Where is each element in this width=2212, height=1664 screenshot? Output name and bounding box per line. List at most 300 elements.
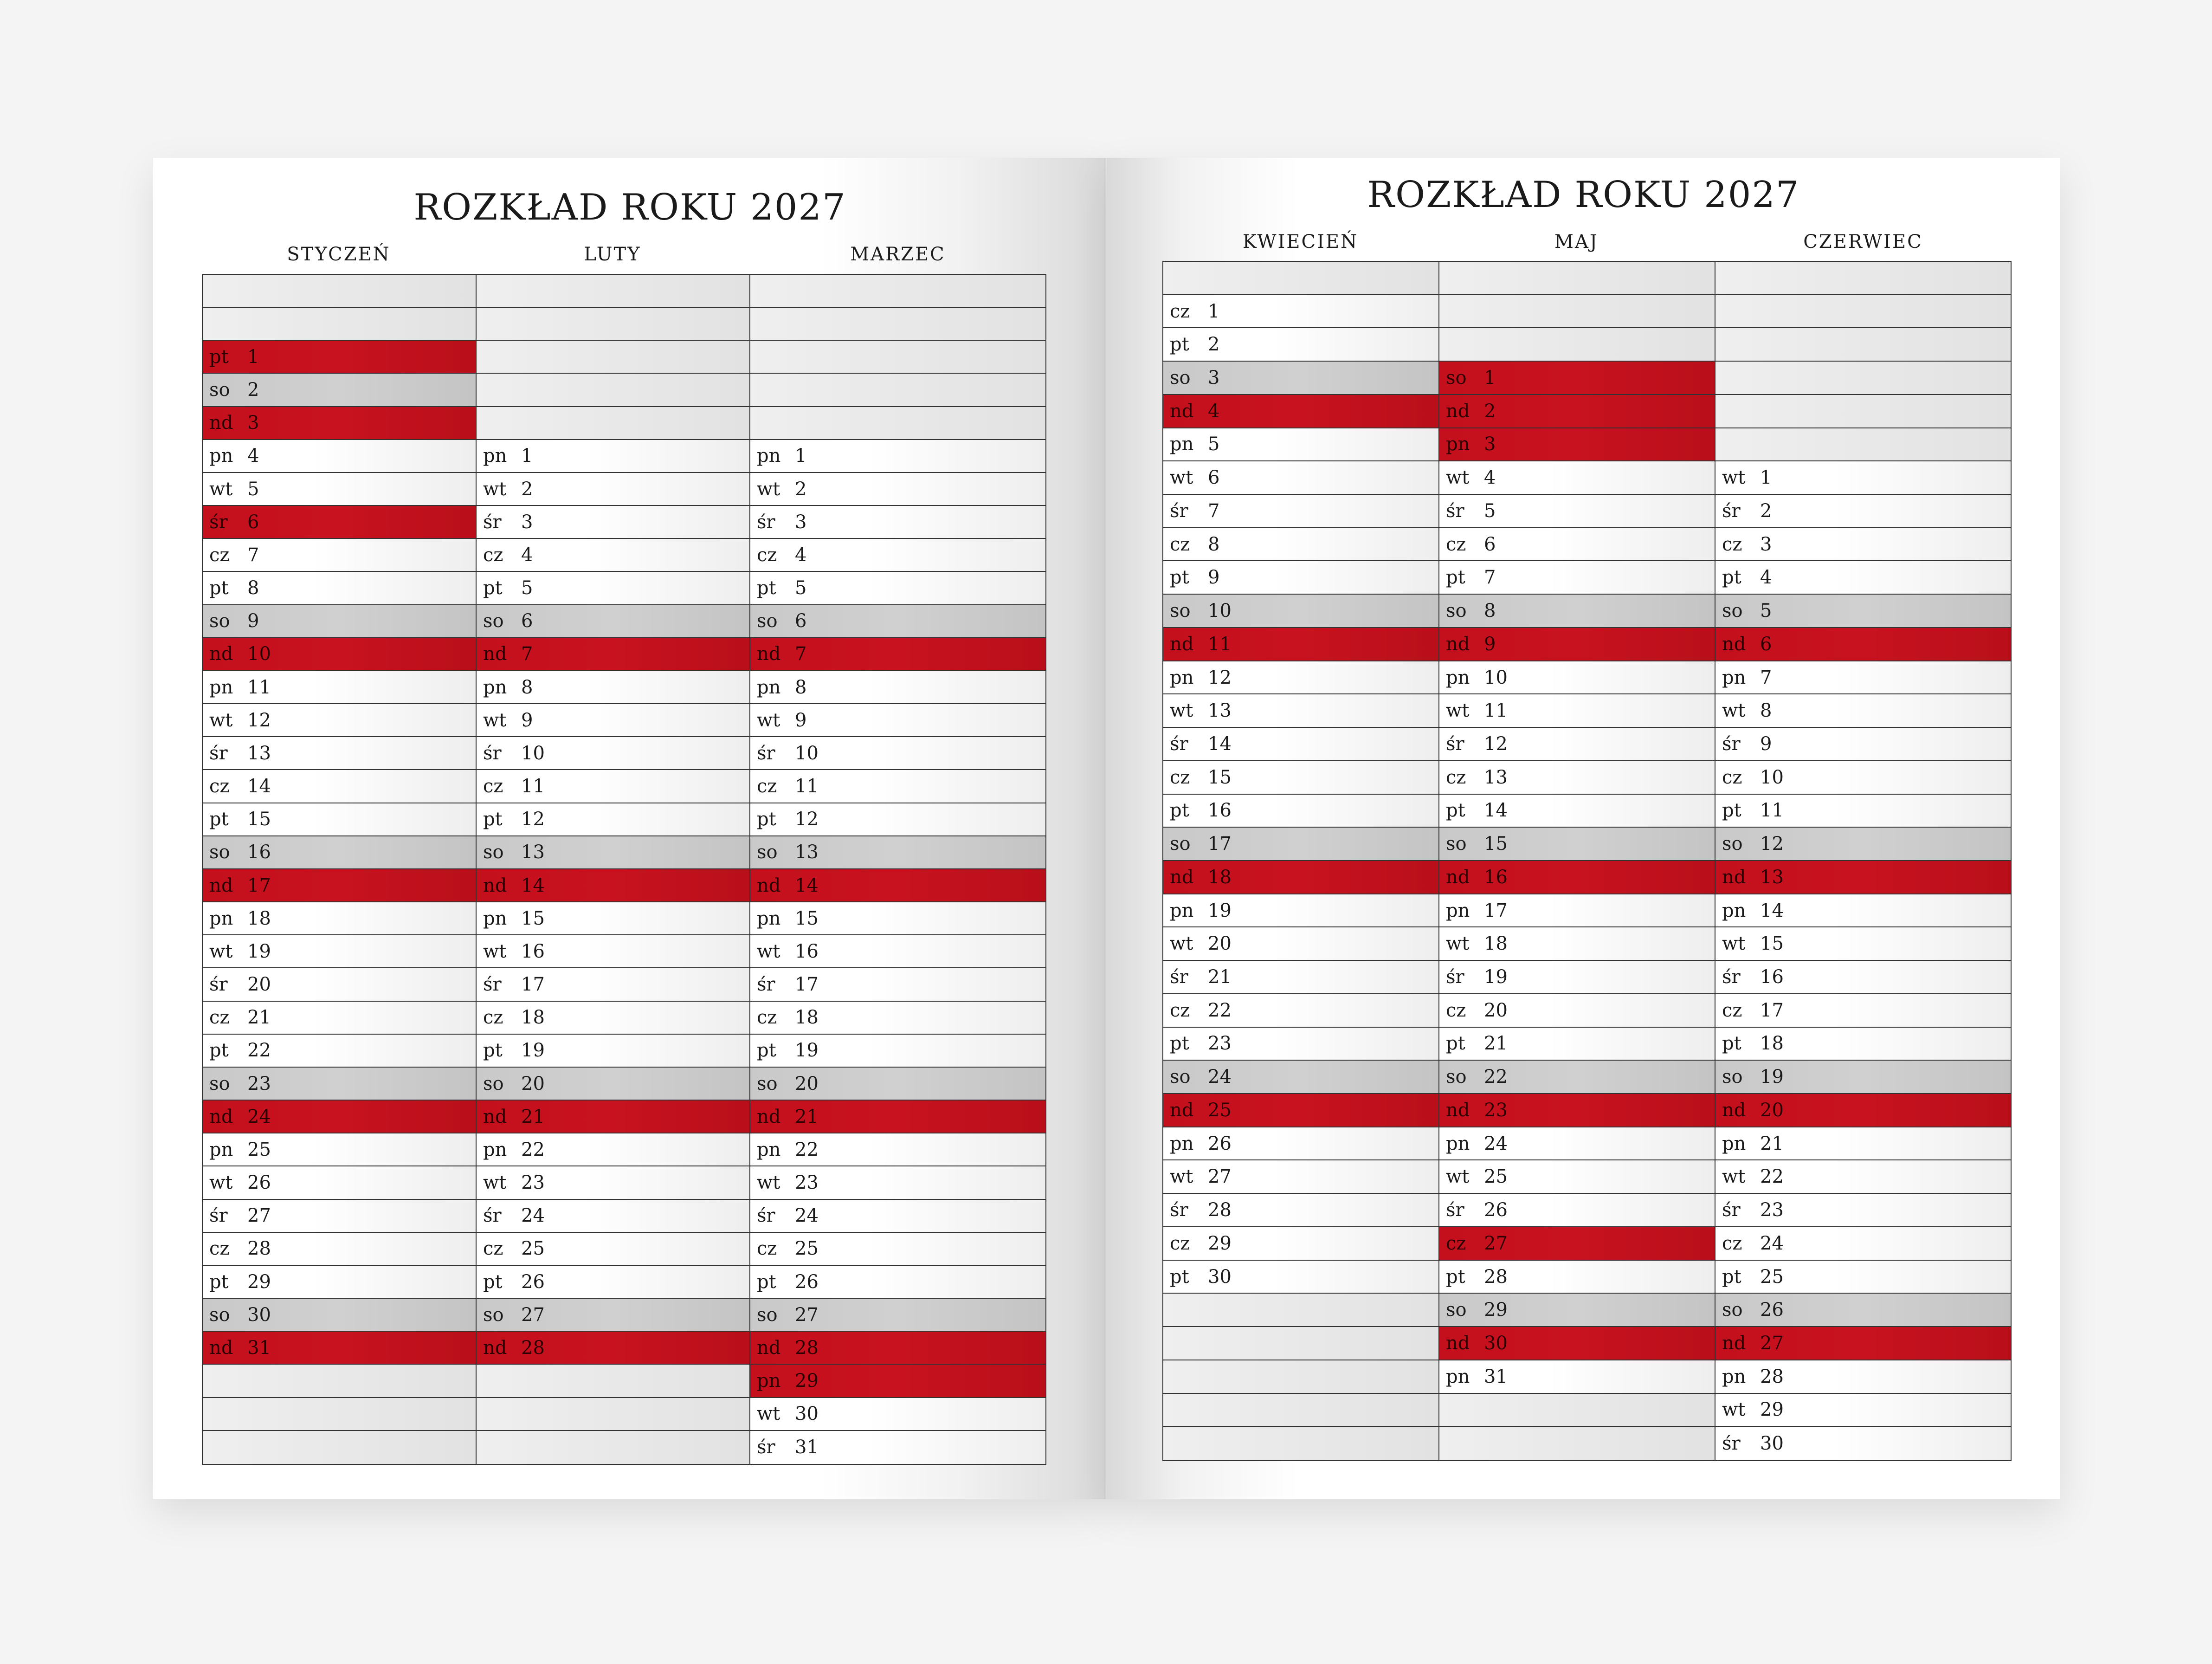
weekday-label: śr [209, 511, 228, 533]
day-number: 15 [1484, 833, 1508, 855]
day-number: 21 [1760, 1133, 1784, 1154]
day-cell [1439, 395, 1715, 428]
day-number: 29 [1760, 1399, 1784, 1421]
day-cell [1163, 728, 1439, 761]
day-cell [1163, 295, 1439, 329]
day-cell [750, 1200, 1045, 1233]
page-title: ROZKŁAD ROKU 2027 [413, 187, 846, 228]
weekday-label: pn [1446, 900, 1470, 921]
day-number: 10 [795, 742, 819, 764]
weekday-label: śr [1170, 500, 1188, 522]
weekday-label: śr [1722, 1199, 1741, 1221]
day-number: 10 [1760, 766, 1784, 788]
day-cell [477, 1035, 750, 1068]
weekday-label: nd [757, 1106, 781, 1127]
weekday-label: nd [483, 1106, 507, 1127]
day-cell [1439, 994, 1715, 1028]
day-number: 23 [795, 1172, 819, 1194]
day-number: 29 [1484, 1299, 1508, 1321]
weekday-label: nd [483, 874, 507, 896]
day-cell [1715, 561, 2011, 595]
day-number: 20 [521, 1073, 545, 1094]
day-cell [1439, 428, 1715, 462]
day-number: 13 [521, 842, 545, 863]
day-cell [477, 1166, 750, 1199]
empty-day-cell [750, 275, 1045, 308]
day-number: 25 [1484, 1166, 1508, 1188]
day-number: 14 [521, 874, 545, 896]
day-number: 15 [247, 809, 271, 830]
weekday-label: nd [1722, 1332, 1746, 1354]
day-cell [203, 770, 477, 803]
day-number: 27 [247, 1205, 271, 1227]
weekday-label: wt [1722, 1399, 1746, 1421]
day-cell [750, 1068, 1045, 1101]
weekday-label: wt [1170, 1166, 1193, 1188]
day-cell [1163, 1227, 1439, 1261]
day-number: 1 [1484, 367, 1496, 389]
empty-day-cell [203, 1398, 477, 1431]
day-cell [1163, 1194, 1439, 1227]
day-number: 5 [1208, 434, 1220, 455]
day-number: 11 [1760, 800, 1784, 822]
weekday-label: so [483, 1073, 504, 1094]
day-cell [1163, 561, 1439, 595]
day-number: 14 [1208, 733, 1232, 755]
day-cell [1439, 661, 1715, 695]
weekday-label: so [757, 1073, 778, 1094]
day-cell [1163, 661, 1439, 695]
day-cell [1163, 795, 1439, 828]
day-cell [1715, 1427, 2011, 1460]
day-cell [203, 1266, 477, 1299]
day-number: 6 [1760, 633, 1772, 655]
weekday-label: pt [1170, 1033, 1189, 1055]
day-number: 1 [795, 445, 807, 467]
day-cell [1439, 961, 1715, 994]
day-number: 23 [1760, 1199, 1784, 1221]
day-number: 11 [247, 676, 271, 698]
day-cell [477, 440, 750, 473]
day-number: 21 [247, 1007, 271, 1029]
day-cell [750, 1299, 1045, 1332]
empty-day-cell [477, 407, 750, 440]
day-cell [750, 473, 1045, 506]
day-number: 9 [247, 610, 259, 632]
day-cell [1439, 1360, 1715, 1394]
day-number: 27 [521, 1304, 545, 1326]
day-number: 3 [1208, 367, 1220, 389]
day-number: 7 [1484, 567, 1496, 589]
day-number: 24 [795, 1205, 819, 1227]
weekday-label: nd [1446, 400, 1470, 422]
day-cell [1163, 461, 1439, 495]
weekday-label: so [209, 842, 230, 863]
weekday-label: cz [1722, 999, 1742, 1021]
weekday-label: pt [483, 809, 503, 830]
day-cell [750, 704, 1045, 737]
day-number: 16 [795, 940, 819, 962]
day-number: 22 [1484, 1066, 1508, 1088]
day-number: 31 [1484, 1366, 1508, 1387]
day-number: 9 [521, 709, 533, 731]
day-cell [1163, 1094, 1439, 1127]
day-number: 2 [247, 379, 259, 401]
day-number: 3 [521, 511, 533, 533]
weekday-label: nd [1170, 1099, 1194, 1121]
day-number: 8 [1760, 700, 1772, 722]
day-number: 31 [795, 1437, 819, 1458]
day-cell [1715, 1061, 2011, 1094]
day-cell [750, 770, 1045, 803]
day-cell [1715, 961, 2011, 994]
empty-day-cell [1163, 1294, 1439, 1327]
weekday-label: so [1722, 833, 1743, 855]
day-number: 17 [1208, 833, 1232, 855]
day-number: 24 [1760, 1232, 1784, 1254]
day-cell [203, 572, 477, 605]
day-number: 13 [1208, 700, 1232, 722]
day-cell [1439, 828, 1715, 861]
weekday-label: cz [483, 1238, 503, 1260]
weekday-label: nd [1722, 1099, 1746, 1121]
day-number: 4 [795, 544, 807, 566]
day-cell [477, 1133, 750, 1166]
day-number: 22 [795, 1139, 819, 1160]
day-number: 2 [1760, 500, 1772, 522]
day-number: 17 [1484, 900, 1508, 921]
day-cell [1715, 861, 2011, 894]
weekday-label: pn [483, 1139, 507, 1160]
day-number: 14 [247, 776, 271, 797]
day-number: 21 [795, 1106, 819, 1127]
day-cell [203, 935, 477, 968]
weekday-label: pt [1170, 334, 1189, 356]
weekday-label: pt [209, 577, 229, 599]
weekday-label: wt [1170, 700, 1193, 722]
weekday-label: so [1170, 600, 1191, 622]
weekday-label: śr [1170, 1199, 1188, 1221]
day-number: 18 [795, 1007, 819, 1029]
day-number: 28 [795, 1337, 819, 1359]
day-number: 10 [247, 643, 271, 665]
weekday-label: śr [757, 511, 775, 533]
day-number: 23 [1484, 1099, 1508, 1121]
day-cell [1163, 395, 1439, 428]
day-number: 7 [795, 643, 807, 665]
weekday-label: cz [483, 1007, 503, 1029]
day-number: 17 [247, 874, 271, 896]
empty-day-cell [477, 374, 750, 407]
day-cell [1439, 1261, 1715, 1294]
day-cell [1163, 428, 1439, 462]
weekday-label: so [209, 379, 230, 401]
empty-day-cell [750, 341, 1045, 374]
weekday-label: wt [1446, 1166, 1470, 1188]
day-number: 7 [247, 544, 259, 566]
month-header-1: KWIECIEŃ [1242, 231, 1359, 253]
day-cell [1439, 495, 1715, 528]
day-number: 24 [1208, 1066, 1232, 1088]
weekday-label: so [1170, 833, 1191, 855]
weekday-label: so [757, 610, 778, 632]
weekday-label: wt [209, 478, 233, 500]
page-title: ROZKŁAD ROKU 2027 [1367, 174, 1800, 216]
weekday-label: wt [1722, 700, 1746, 722]
weekday-label: pt [1722, 1033, 1741, 1055]
weekday-label: nd [1722, 866, 1746, 888]
day-cell [1439, 1194, 1715, 1227]
weekday-label: nd [209, 643, 233, 665]
day-cell [1715, 994, 2011, 1028]
day-cell [203, 1332, 477, 1365]
day-number: 27 [795, 1304, 819, 1326]
day-cell [1715, 628, 2011, 661]
day-number: 16 [1208, 800, 1232, 822]
day-number: 30 [247, 1304, 271, 1326]
weekday-label: pn [757, 1139, 781, 1160]
day-number: 18 [1208, 866, 1232, 888]
day-number: 20 [795, 1073, 819, 1094]
weekday-label: wt [1446, 933, 1470, 955]
day-cell [750, 671, 1045, 704]
day-number: 18 [1760, 1033, 1784, 1055]
empty-day-cell [1715, 428, 2011, 462]
empty-day-cell [1715, 362, 2011, 395]
weekday-label: pt [483, 577, 503, 599]
weekday-label: śr [1446, 966, 1464, 988]
empty-day-cell [1163, 262, 1439, 295]
day-number: 12 [1760, 833, 1784, 855]
weekday-label: śr [1722, 500, 1741, 522]
day-cell [1715, 1327, 2011, 1360]
day-cell [750, 968, 1045, 1001]
day-number: 2 [1208, 334, 1220, 356]
day-number: 4 [1484, 467, 1496, 489]
day-cell [477, 572, 750, 605]
day-number: 26 [795, 1271, 819, 1293]
day-number: 25 [795, 1238, 819, 1260]
weekday-label: cz [757, 776, 777, 797]
weekday-label: nd [209, 1106, 233, 1127]
empty-day-cell [1715, 395, 2011, 428]
day-number: 5 [795, 577, 807, 599]
weekday-label: cz [1170, 1232, 1190, 1254]
day-cell [750, 1365, 1045, 1398]
empty-day-cell [1163, 1427, 1439, 1460]
day-cell [1715, 661, 2011, 695]
weekday-label: pt [757, 1271, 776, 1293]
day-number: 31 [247, 1337, 271, 1359]
day-cell [1715, 1194, 2011, 1227]
day-cell [203, 407, 477, 440]
day-number: 20 [247, 974, 271, 996]
day-number: 23 [521, 1172, 545, 1194]
weekday-label: śr [483, 742, 502, 764]
day-cell [477, 506, 750, 539]
day-number: 6 [1208, 467, 1220, 489]
day-number: 13 [795, 842, 819, 863]
day-cell [750, 737, 1045, 770]
day-cell [1163, 1160, 1439, 1194]
day-number: 26 [521, 1271, 545, 1293]
day-number: 29 [795, 1370, 819, 1392]
day-cell [1715, 1160, 2011, 1194]
day-cell [203, 1035, 477, 1068]
day-number: 3 [247, 412, 259, 434]
day-number: 16 [247, 842, 271, 863]
day-cell [750, 605, 1045, 638]
day-number: 28 [1484, 1266, 1508, 1288]
day-number: 28 [1208, 1199, 1232, 1221]
weekday-label: so [483, 610, 504, 632]
weekday-label: pt [1446, 800, 1465, 822]
day-number: 28 [1760, 1366, 1784, 1387]
weekday-label: pt [209, 809, 229, 830]
day-cell [1715, 595, 2011, 628]
day-number: 9 [1208, 567, 1220, 589]
day-number: 7 [1208, 500, 1220, 522]
day-cell [750, 1133, 1045, 1166]
day-number: 8 [521, 676, 533, 698]
weekday-label: nd [209, 874, 233, 896]
day-number: 5 [1760, 600, 1772, 622]
day-cell [203, 671, 477, 704]
weekday-label: wt [757, 1403, 780, 1425]
day-cell [1439, 1160, 1715, 1194]
day-number: 8 [795, 676, 807, 698]
day-number: 9 [1760, 733, 1772, 755]
weekday-label: pn [1170, 667, 1194, 688]
day-number: 17 [795, 974, 819, 996]
right-page [1107, 158, 2060, 1499]
weekday-label: pn [1446, 667, 1470, 688]
day-cell [1163, 961, 1439, 994]
day-cell [477, 1002, 750, 1035]
day-number: 29 [247, 1271, 271, 1293]
weekday-label: śr [483, 511, 502, 533]
weekday-label: cz [209, 776, 230, 797]
weekday-label: wt [1722, 1166, 1746, 1188]
day-cell [1715, 1028, 2011, 1061]
day-cell [203, 506, 477, 539]
day-cell [1715, 1261, 2011, 1294]
day-cell [203, 869, 477, 902]
day-number: 19 [521, 1040, 545, 1062]
day-number: 14 [1760, 900, 1784, 921]
day-cell [477, 737, 750, 770]
day-number: 26 [1760, 1299, 1784, 1321]
weekday-label: śr [1446, 733, 1464, 755]
day-number: 5 [1484, 500, 1496, 522]
day-cell [1439, 1028, 1715, 1061]
empty-day-cell [477, 275, 750, 308]
empty-day-cell [1163, 1327, 1439, 1360]
weekday-label: śr [757, 742, 775, 764]
day-number: 11 [1484, 700, 1508, 722]
day-cell [477, 902, 750, 935]
empty-day-cell [477, 1431, 750, 1464]
day-number: 11 [521, 776, 545, 797]
day-number: 26 [247, 1172, 271, 1194]
empty-day-cell [1439, 328, 1715, 362]
day-number: 7 [521, 643, 533, 665]
day-number: 20 [1484, 999, 1508, 1021]
day-cell [203, 341, 477, 374]
day-number: 9 [795, 709, 807, 731]
day-number: 16 [521, 940, 545, 962]
day-number: 24 [521, 1205, 545, 1227]
day-cell [477, 1266, 750, 1299]
weekday-label: nd [1722, 633, 1746, 655]
day-number: 4 [1760, 567, 1772, 589]
day-cell [750, 572, 1045, 605]
weekday-label: wt [757, 940, 780, 962]
weekday-label: nd [1446, 866, 1470, 888]
weekday-label: pt [209, 346, 229, 368]
day-cell [750, 506, 1045, 539]
day-number: 5 [247, 478, 259, 500]
day-number: 5 [521, 577, 533, 599]
day-cell [1439, 1227, 1715, 1261]
weekday-label: pn [209, 907, 233, 929]
day-cell [477, 968, 750, 1001]
day-cell [750, 1233, 1045, 1266]
weekday-label: pn [1446, 434, 1470, 455]
day-cell [1163, 861, 1439, 894]
weekday-label: pt [1722, 800, 1741, 822]
weekday-label: pt [1170, 567, 1189, 589]
day-cell [1163, 694, 1439, 728]
month-header-3: CZERWIEC [1803, 231, 1923, 253]
day-number: 2 [521, 478, 533, 500]
weekday-label: śr [757, 1437, 775, 1458]
empty-day-cell [1439, 295, 1715, 329]
empty-day-cell [1439, 262, 1715, 295]
day-number: 6 [521, 610, 533, 632]
day-cell [203, 440, 477, 473]
day-cell [750, 902, 1045, 935]
day-number: 16 [1760, 966, 1784, 988]
weekday-label: śr [1722, 966, 1741, 988]
weekday-label: nd [483, 1337, 507, 1359]
day-cell [750, 1002, 1045, 1035]
day-cell [1439, 561, 1715, 595]
weekday-label: wt [209, 709, 233, 731]
calendar-grid-left [202, 274, 1046, 1465]
weekday-label: wt [1722, 467, 1746, 489]
day-cell [1439, 694, 1715, 728]
day-cell [1439, 927, 1715, 961]
weekday-label: pt [1722, 1266, 1741, 1288]
day-number: 1 [247, 346, 259, 368]
day-number: 19 [1484, 966, 1508, 988]
day-cell [477, 704, 750, 737]
day-cell [750, 935, 1045, 968]
day-number: 3 [1484, 434, 1496, 455]
weekday-label: cz [1722, 533, 1742, 555]
weekday-label: śr [1446, 500, 1464, 522]
day-cell [1715, 1094, 2011, 1127]
day-number: 21 [1208, 966, 1232, 988]
day-cell [750, 440, 1045, 473]
day-number: 24 [247, 1106, 271, 1127]
day-number: 12 [247, 709, 271, 731]
weekday-label: so [1446, 1066, 1467, 1088]
day-number: 17 [1760, 999, 1784, 1021]
weekday-label: so [209, 1073, 230, 1094]
day-number: 3 [1760, 533, 1772, 555]
